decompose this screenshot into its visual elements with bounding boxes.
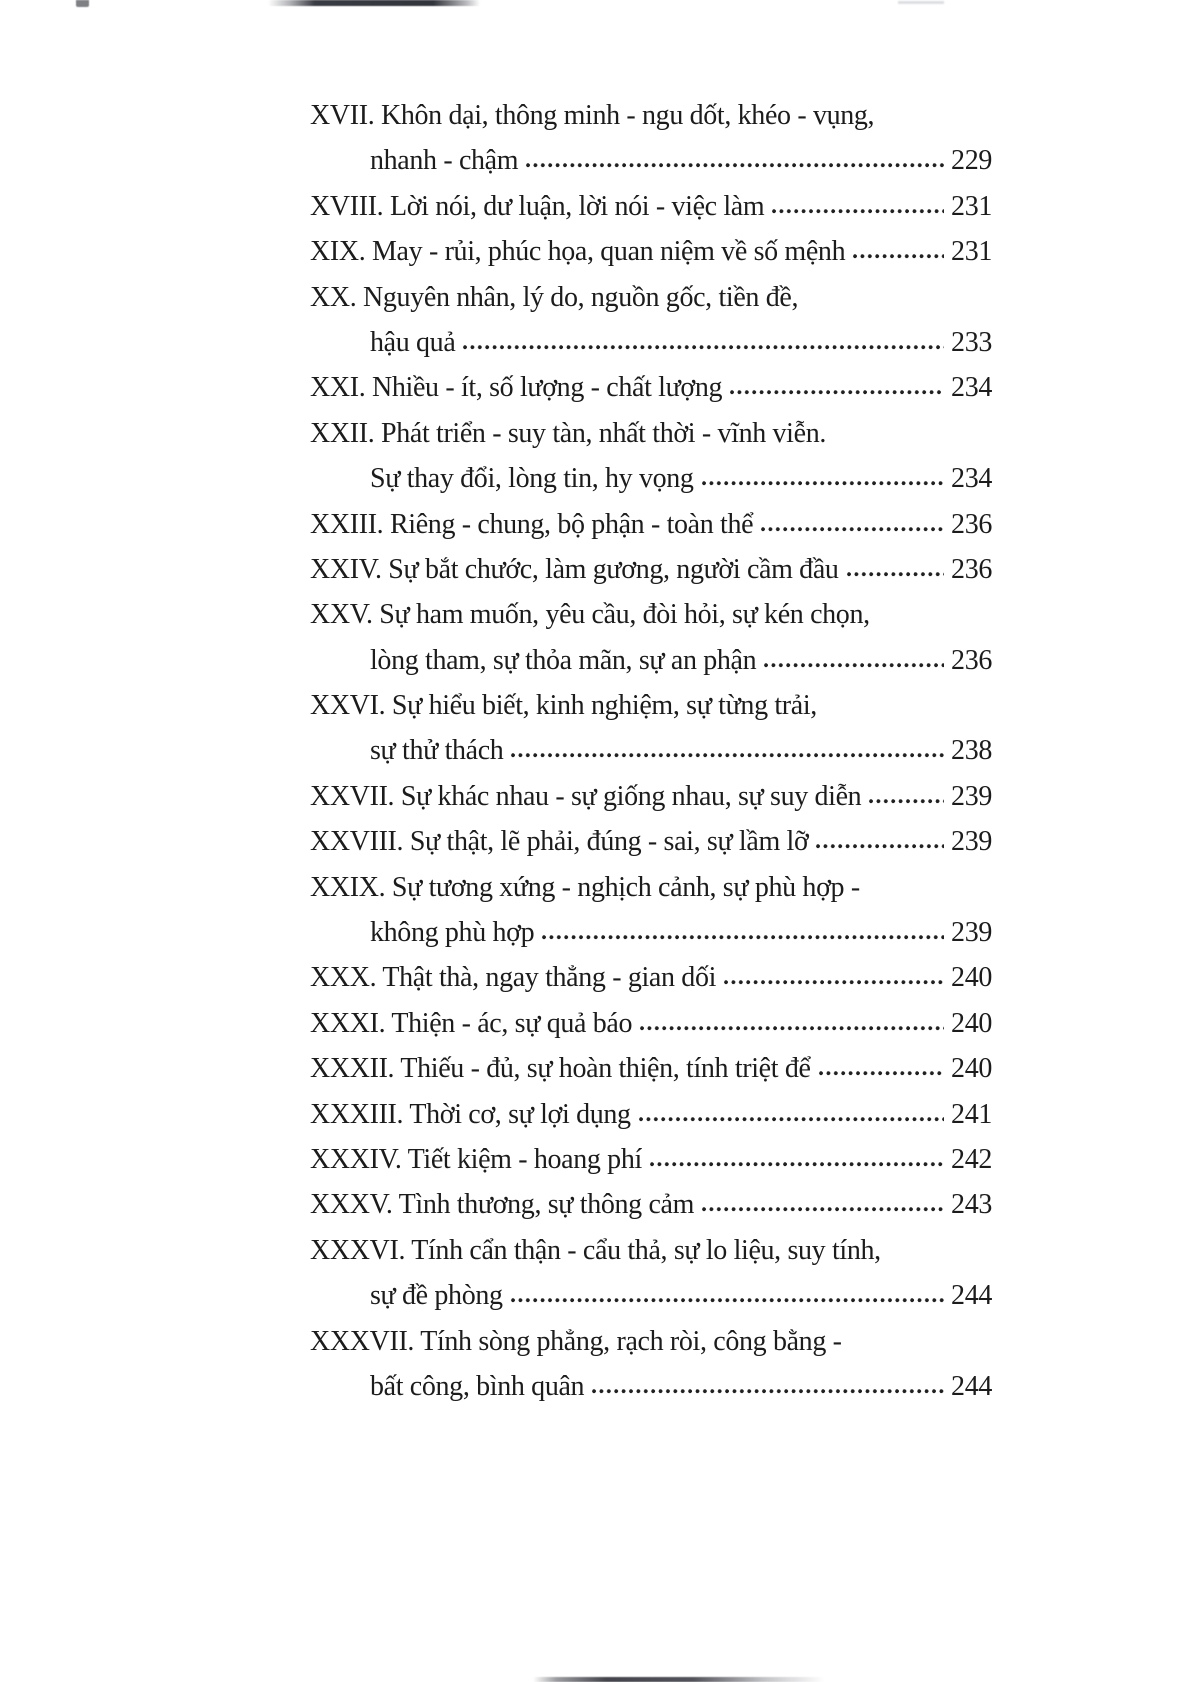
toc-line <box>310 728 992 773</box>
dot-leader <box>868 798 944 805</box>
toc-line <box>310 1364 992 1409</box>
toc-line <box>310 1228 992 1273</box>
toc-entry-text: sự đề phòng <box>370 1280 503 1312</box>
toc-line <box>310 865 992 910</box>
toc-page-number: 234 <box>951 463 992 495</box>
toc-entry-text: XXV. Sự ham muốn, yêu cầu, đòi hỏi, sự kén chọn, <box>310 599 870 631</box>
toc-page-number: 241 <box>951 1098 992 1130</box>
toc-page-number: 243 <box>951 1189 992 1221</box>
toc-line <box>310 547 992 592</box>
toc-entry-text: nhanh - chậm <box>370 145 519 177</box>
dot-leader <box>701 480 944 487</box>
toc-page-number: 231 <box>951 236 992 268</box>
toc-line <box>310 411 992 456</box>
toc-page-number: 231 <box>951 190 992 222</box>
toc-entry-text: XVIII. Lời nói, dư luận, lời nói - việc làm <box>310 190 765 222</box>
toc-line <box>310 1001 992 1046</box>
toc-page-number: 229 <box>951 145 992 177</box>
scan-artifact-bottom-bar <box>533 1677 825 1682</box>
toc-entry-text: XXXIV. Tiết kiệm - hoang phí <box>310 1143 642 1175</box>
toc-line <box>310 1137 992 1182</box>
toc-entry-text: hậu quả <box>370 326 456 358</box>
toc-entry-text: XXI. Nhiều - ít, số lượng - chất lượng <box>310 372 723 404</box>
toc-line <box>310 138 992 183</box>
toc-line <box>310 1092 992 1137</box>
scan-artifact-top-right-smudge <box>898 1 944 4</box>
dot-leader <box>510 1297 944 1304</box>
toc-line <box>310 910 992 955</box>
dot-leader <box>852 253 944 260</box>
toc-entry-text: XXIV. Sự bắt chước, làm gương, người cầm đầu <box>310 553 839 585</box>
toc-line <box>310 365 992 410</box>
toc-line <box>310 1182 992 1227</box>
dot-leader <box>760 526 944 533</box>
toc-page-number: 242 <box>951 1143 992 1175</box>
toc-entry-text: XIX. May - rủi, phúc họa, quan niệm về số mệnh <box>310 236 846 268</box>
dot-leader <box>701 1206 944 1213</box>
dot-leader <box>818 1070 944 1077</box>
toc-entry-text: XXXII. Thiếu - đủ, sự hoàn thiện, tính triệt để <box>310 1053 811 1085</box>
toc-line <box>310 456 992 501</box>
toc-line <box>310 184 992 229</box>
toc-page-number: 236 <box>951 644 992 676</box>
toc-line <box>310 1319 992 1364</box>
toc-line <box>310 1273 992 1318</box>
toc-line <box>310 774 992 819</box>
toc-entry-text: XVII. Khôn dại, thông minh - ngu dốt, khéo - vụng, <box>310 100 875 131</box>
toc-entry-text: lòng tham, sự thỏa mãn, sự an phận <box>370 644 757 676</box>
toc-entry-text: XXX. Thật thà, ngay thẳng - gian dối <box>310 962 717 994</box>
scan-artifact-top-left-speck <box>76 0 89 7</box>
toc-entry-text: XXXVII. Tính sòng phẳng, rạch ròi, công bằng - <box>310 1325 842 1357</box>
dot-leader <box>846 571 944 578</box>
toc-page-number: 240 <box>951 962 992 994</box>
toc-entry-text: XX. Nguyên nhân, lý do, nguồn gốc, tiền đề, <box>310 281 799 313</box>
toc-page-number: 233 <box>951 326 992 358</box>
toc-page-number: 244 <box>951 1370 992 1402</box>
dot-leader <box>638 1116 944 1123</box>
toc-entry-text: bất công, bình quân <box>370 1370 585 1402</box>
dot-leader <box>771 208 944 215</box>
dot-leader <box>729 389 944 396</box>
toc-line <box>310 275 992 320</box>
dot-leader <box>591 1388 944 1395</box>
toc-entry-text: XXVIII. Sự thật, lẽ phải, đúng - sai, sự lầm lỡ <box>310 826 809 858</box>
toc-line <box>310 502 992 547</box>
toc-line <box>310 592 992 637</box>
dot-leader <box>723 979 944 986</box>
toc-page-number: 236 <box>951 553 992 585</box>
toc-page-number: 239 <box>951 780 992 812</box>
dot-leader <box>541 934 944 941</box>
toc-entry-text: XXIII. Riêng - chung, bộ phận - toàn thể <box>310 508 754 540</box>
toc-line <box>310 1046 992 1091</box>
toc-entry-text: XXXVI. Tính cẩn thận - cẩu thả, sự lo liệu, suy tính, <box>310 1234 881 1266</box>
toc-line <box>310 955 992 1000</box>
dot-leader <box>510 752 944 759</box>
toc-page-number: 240 <box>951 1053 992 1085</box>
table-of-contents <box>310 93 992 1409</box>
dot-leader <box>525 162 944 169</box>
toc-entry-text: XXVI. Sự hiểu biết, kinh nghiệm, sự từng trải, <box>310 690 817 722</box>
toc-entry-text: Sự thay đổi, lòng tin, hy vọng <box>370 463 694 495</box>
toc-page-number: 240 <box>951 1007 992 1039</box>
scan-artifact-top-bar <box>268 0 480 6</box>
toc-line <box>310 93 992 138</box>
toc-page-number: 234 <box>951 372 992 404</box>
toc-entry-text: XXXI. Thiện - ác, sự quả báo <box>310 1007 633 1039</box>
toc-line <box>310 683 992 728</box>
toc-line <box>310 229 992 274</box>
toc-entry-text: XXXV. Tình thương, sự thông cảm <box>310 1189 695 1221</box>
toc-entry-text: XXIX. Sự tương xứng - nghịch cảnh, sự phù hợp - <box>310 871 860 903</box>
dot-leader <box>763 662 944 669</box>
toc-page-number: 236 <box>951 508 992 540</box>
toc-line <box>310 819 992 864</box>
toc-line <box>310 320 992 365</box>
dot-leader <box>815 843 944 850</box>
dot-leader <box>462 344 944 351</box>
toc-page-number: 238 <box>951 735 992 767</box>
toc-entry-text: không phù hợp <box>370 917 535 949</box>
dot-leader <box>639 1025 944 1032</box>
toc-page-number: 239 <box>951 917 992 949</box>
toc-entry-text: sự thử thách <box>370 735 504 767</box>
toc-line <box>310 638 992 683</box>
toc-page-number: 239 <box>951 826 992 858</box>
toc-page-number: 244 <box>951 1280 992 1312</box>
toc-entry-text: XXII. Phát triển - suy tàn, nhất thời - vĩnh viễn. <box>310 417 826 449</box>
toc-entry-text: XXXIII. Thời cơ, sự lợi dụng <box>310 1098 631 1130</box>
dot-leader <box>649 1161 944 1168</box>
toc-entry-text: XXVII. Sự khác nhau - sự giống nhau, sự suy diễn <box>310 780 862 812</box>
